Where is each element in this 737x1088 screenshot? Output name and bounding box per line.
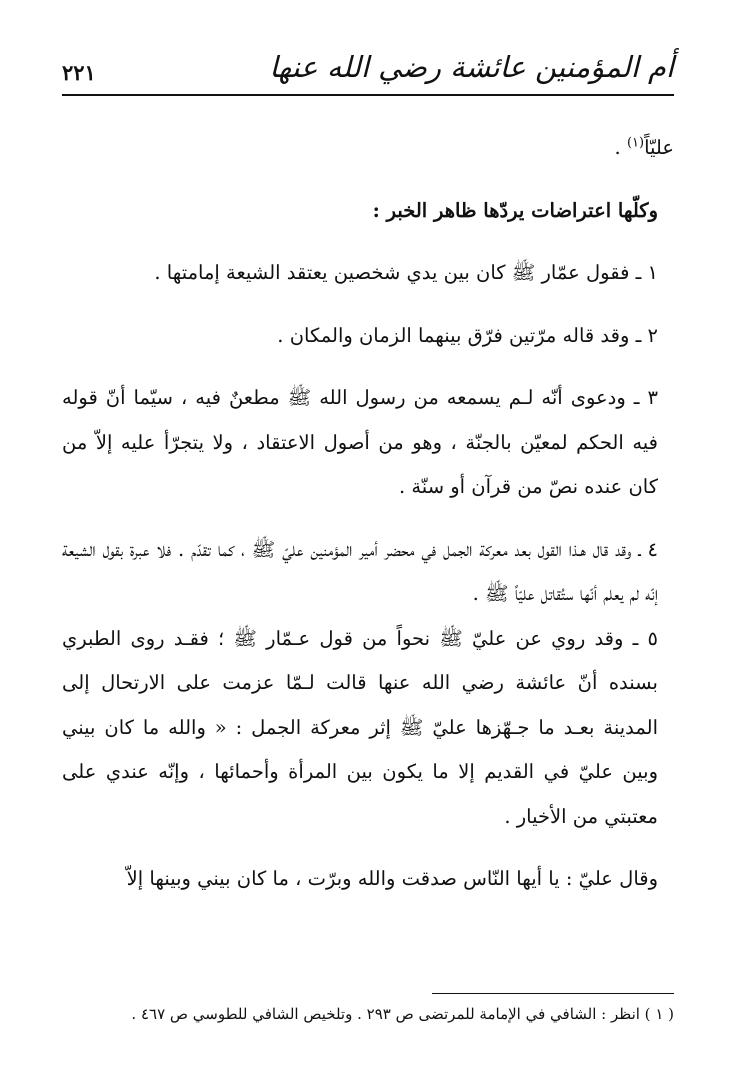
paragraph-point-3: ٣ ـ ودعوى أنّه لـم يسمعه من رسول الله ﷺ مطعنٌ فيه ، سيّما أنّ قوله فيه الحكم لمعيّن بالجنّة ، وهو من أصول الاعتقاد ، ولا يتجرّأ عليه إلاّ من كان عنده نصّ من قرآن أو سنّة . [62, 386, 658, 498]
paragraph-gap [62, 296, 674, 314]
footnote-reference: (١) [626, 135, 645, 151]
paragraph-gap [62, 358, 674, 376]
paragraph-point-5: ٥ ـ وقد روي عن عليّ ﷺ نحواً من قول عـمّار ﷺ ؛ فقـد روى الطبري بسنده أنّ عائشة رضي الله عنها قالت لـمّا عزمت على الارتحال إلى المدينة بعـد ما جـهّزها عليّ ﷺ إثر معركة الجمل : « والله ما كان بيني وبين عليّ في القديم إلا ما يكون بين المرأة وأحمائها ، وإنّه عندي على معتبتي من الأخيار . [62, 626, 658, 828]
paragraph-point-4: ٤ ـ وقد قال هـذا القول بعد معركة الجمل في محضر أمير المؤمنين عليّ ﷺ ، كما تقدّم . فلا عبرة بقول الشيعة إنّه لم يعلم أنّها ستُقاتل عليّاً ﷺ . [62, 537, 658, 605]
page-header [62, 44, 674, 90]
paragraph-objections: وكلّها اعتراضات يردّها ظاهر الخبر : [372, 198, 658, 222]
header-rule [62, 94, 674, 96]
footnote: ( ١ ) انظر : الشافي في الإمامة للمرتضى ص ٢٩٣ . وتلخيص الشافي للطوسي ص ٤٦٧ . [131, 1005, 674, 1023]
paragraph-gap [62, 233, 674, 251]
page-body [62, 126, 674, 902]
paragraph-point-2: ٢ ـ وقد قاله مرّتين فرّق بينهما الزمان والمكان . [277, 323, 658, 347]
paragraph-gap [62, 171, 674, 189]
paragraph-gap [62, 510, 674, 528]
running-title: أم المؤمنين عائشة رضي الله عنها [269, 50, 674, 84]
paragraph-ali-speech: وقال عليّ : يا أيها النّاس صدقت والله وبرّت ، ما كان بيني وبينها إلاّ [126, 867, 658, 890]
paragraph-continuation [62, 126, 674, 171]
continuation-word: عليّاً [644, 136, 674, 159]
footnote-rule [432, 993, 674, 994]
page-number: ٢٢١ [62, 60, 96, 85]
continuation-end: . [614, 136, 627, 159]
paragraph-gap [62, 839, 674, 857]
paragraph-point-1: ١ ـ فقول عمّار ﷺ كان بين يدي شخصين يعتقد الشيعة إمامتها . [154, 261, 658, 284]
